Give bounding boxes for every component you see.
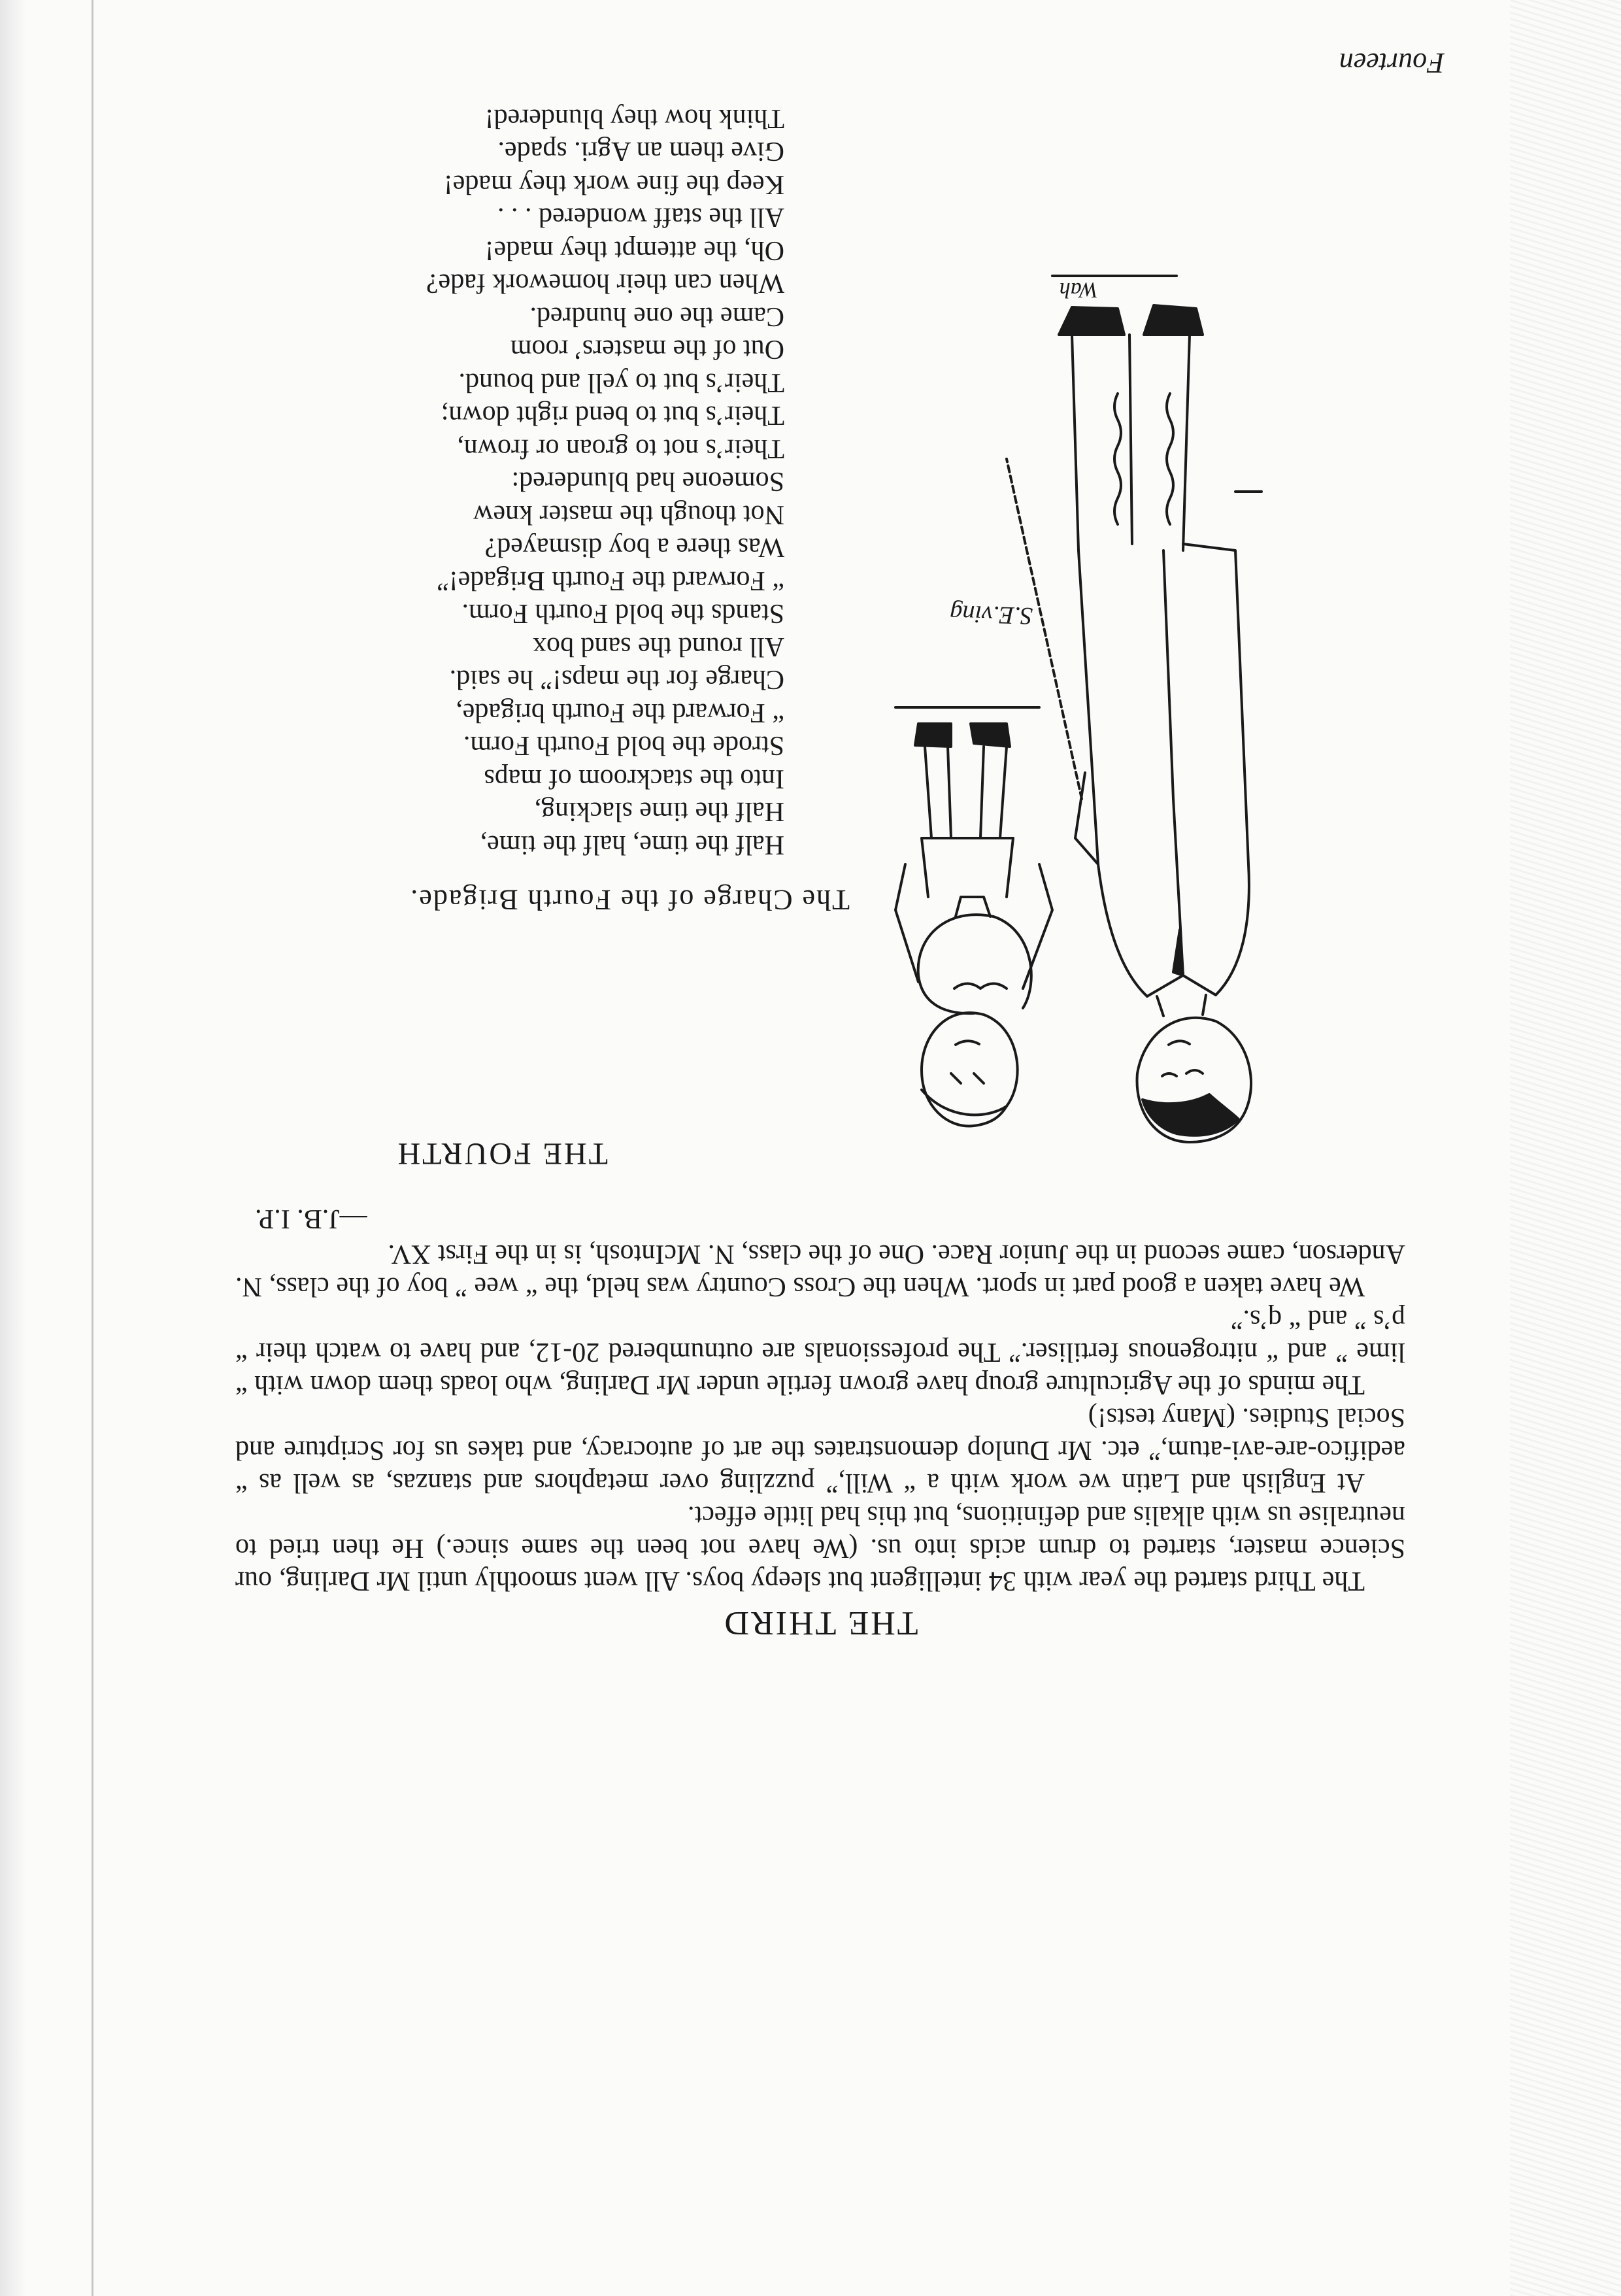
poem-title: The Charge of the Fourth Brigade. <box>409 884 850 916</box>
poem-line: Came the one hundred. <box>529 301 784 331</box>
boy-figure <box>895 724 1052 1126</box>
section-title-third: THE THIRD <box>722 1604 918 1642</box>
section-the-third <box>235 1202 1405 1642</box>
poem-line: Give them an Agri. spade. <box>497 136 784 167</box>
third-paragraph-4: We have taken a good part in sport. When the Cross Country was held, the “ wee ” boy of the class, N. Anderson, came second in the Junior Race. One of the class, N. McIntosh, is in the First XV. <box>235 1239 1405 1302</box>
poem-line: Strode the bold Fourth Form. <box>463 730 784 761</box>
poem-line: “ Forward the Fourth Brigade!” <box>437 566 784 596</box>
poem-line: Their’s but to bend right down; <box>441 400 784 431</box>
third-paragraph-1: The Third started the year with 34 intelligent but sleepy boys. All went smoothly until Mr Darling, our Science master, started to drum acids into us. (We have not been the same since.) He then tried to neutralise us with alkalis and definitions, but this had little effect. <box>235 1500 1405 1596</box>
third-paragraph-3: The minds of the Agriculture group have grown fertile under Mr Darling, who loads them down with “ lime ” and “ nitrogenous fertiliser.” The professionals are outnumbered 20-12, and have to watch their “ p’s ” and “ q’s.” <box>235 1304 1405 1400</box>
poem-line: Stands the bold Fourth Form. <box>461 598 784 629</box>
illustration-signature: S.E.ving <box>949 599 1033 630</box>
poem-lines <box>131 102 784 862</box>
poem-charge-of-fourth-brigade <box>131 102 850 917</box>
poem-line: All round the sand box <box>533 632 784 662</box>
teacher-figure <box>1007 305 1251 1142</box>
illustration-mark: Wah <box>1059 278 1098 302</box>
poem-line: Into the stackroom of maps <box>484 764 784 794</box>
poem-line: Someone had blundered: <box>511 466 784 497</box>
poem-line: Their’s but to yell and bound. <box>458 367 784 397</box>
poem-line: All the staff wondered . . . <box>497 202 784 233</box>
section-title-fourth: THE FOURTH <box>395 1136 608 1171</box>
poem-line: Out of the masters’ room <box>510 334 784 365</box>
poem-line: Half the time slacking, <box>534 796 784 827</box>
third-signoff: —J.B. I.P. <box>255 1204 367 1234</box>
poem-line: Their’s not to groan or frown, <box>457 433 784 464</box>
poem-line: Half the time, half the time, <box>480 830 784 860</box>
poem-line: When can their homework fade? <box>426 268 784 299</box>
page-number: Fourteen <box>1339 47 1445 79</box>
third-paragraph-2: At English and Latin we work with a “ Will,” puzzling over metaphors and stanzas, as well as “ aedifico-are-avi-atum,” etc. Mr Dunlop demonstrates the art of autocracy, and takes us for Scripture and Social Studies. (Many tests!) <box>235 1402 1405 1498</box>
poem-line: Was there a boy dismayed? <box>484 532 784 563</box>
poem-line: Not though the master knew <box>473 499 784 530</box>
poem-line: Keep the fine work they made! <box>443 169 784 199</box>
poem-line: Oh, the attempt they made! <box>484 235 784 265</box>
poem-line: “ Forward the Fourth brigade, <box>456 698 784 728</box>
poem-line: Charge for the maps!” he said. <box>449 664 784 695</box>
poem-line: Think how they blundered! <box>484 103 784 133</box>
